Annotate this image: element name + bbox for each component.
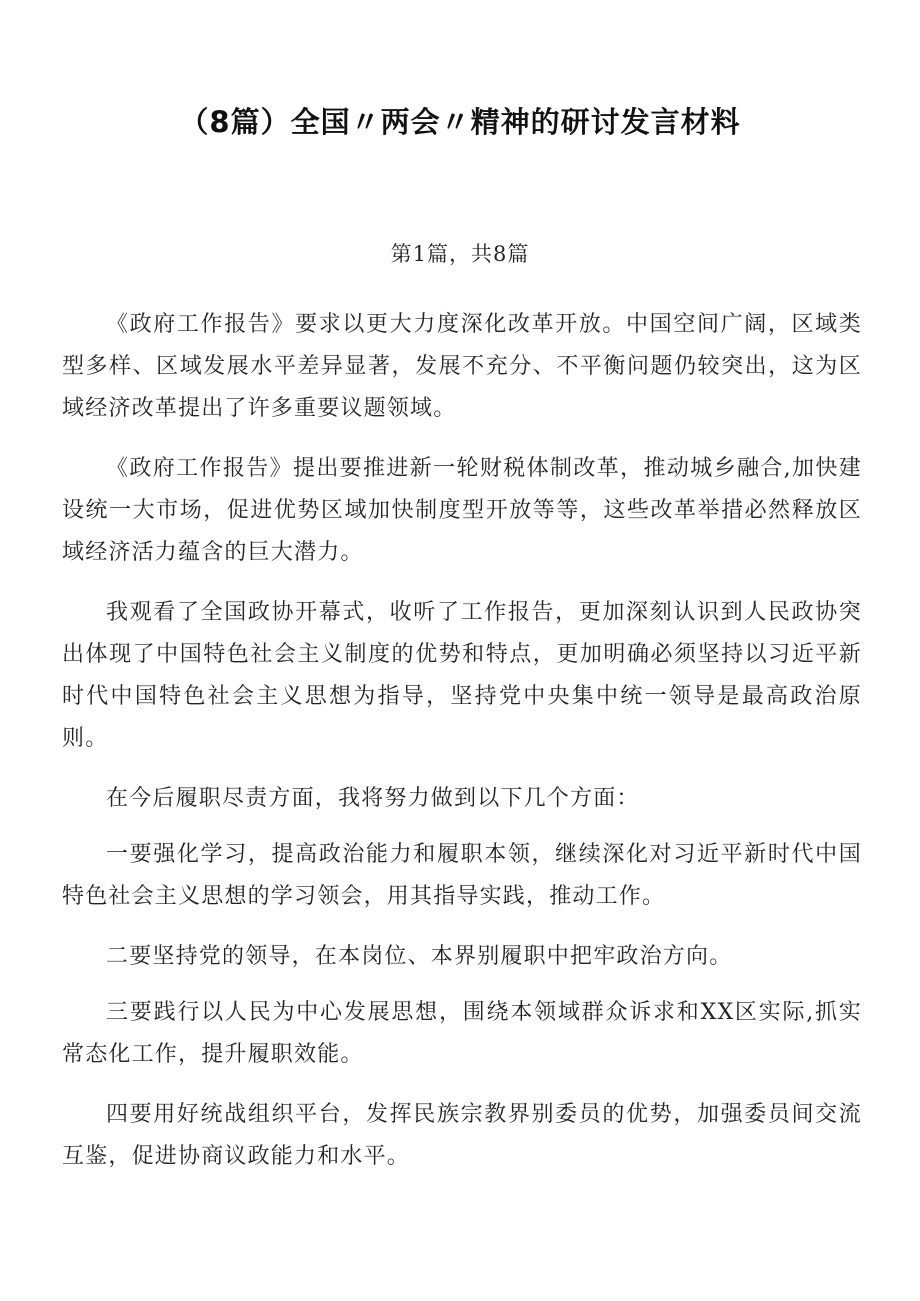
document-subtitle: 第1篇，共8篇 [390, 242, 530, 266]
paragraph: 四要用好统战组织平台，发挥民族宗教界别委员的优势，加强委员间交流互鉴，促进协商议政能力和水平。 [62, 1102, 862, 1169]
paragraph: 在今后履职尽责方面，我将努力做到以下几个方面： [106, 786, 640, 811]
paragraph: 我观看了全国政协开幕式，收听了工作报告，更加深刻认识到人民政协突出体现了中国特色社会主义制度的优势和特点，更加明确必须坚持以习近平新时代中国特色社会主义思想为指导，坚持党中央集中统一领导是最高政治原则。 [62, 600, 862, 751]
paragraph: 二要坚持党的领导，在本岗位、本界别履职中把牢政治方向。 [106, 944, 733, 969]
paragraph: 三要践行以人民为中心发展思想，围绕本领域群众诉求和XX区实际,抓实常态化工作，提升履职效能。 [62, 1000, 862, 1067]
paragraph: 一要强化学习，提高政治能力和履职本领，继续深化对习近平新时代中国特色社会主义思想的学习领会，用其指导实践，推动工作。 [62, 842, 862, 909]
document-body [62, 304, 862, 1196]
paragraph: 《政府工作报告》提出要推进新一轮财税体制改革，推动城乡融合,加快建设统一大市场，促进优势区域加快制度型开放等等，这些改革举措必然释放区域经济活力蕴含的巨大潜力。 [62, 456, 862, 565]
document-title: （8篇）全国〃两会〃精神的研讨发言材料 [179, 105, 741, 139]
paragraph: 《政府工作报告》要求以更大力度深化改革开放。中国空间广阔，区域类型多样、区域发展水平差异显著，发展不充分、不平衡问题仍较突出，这为区域经济改革提出了许多重要议题领域。 [62, 312, 862, 421]
